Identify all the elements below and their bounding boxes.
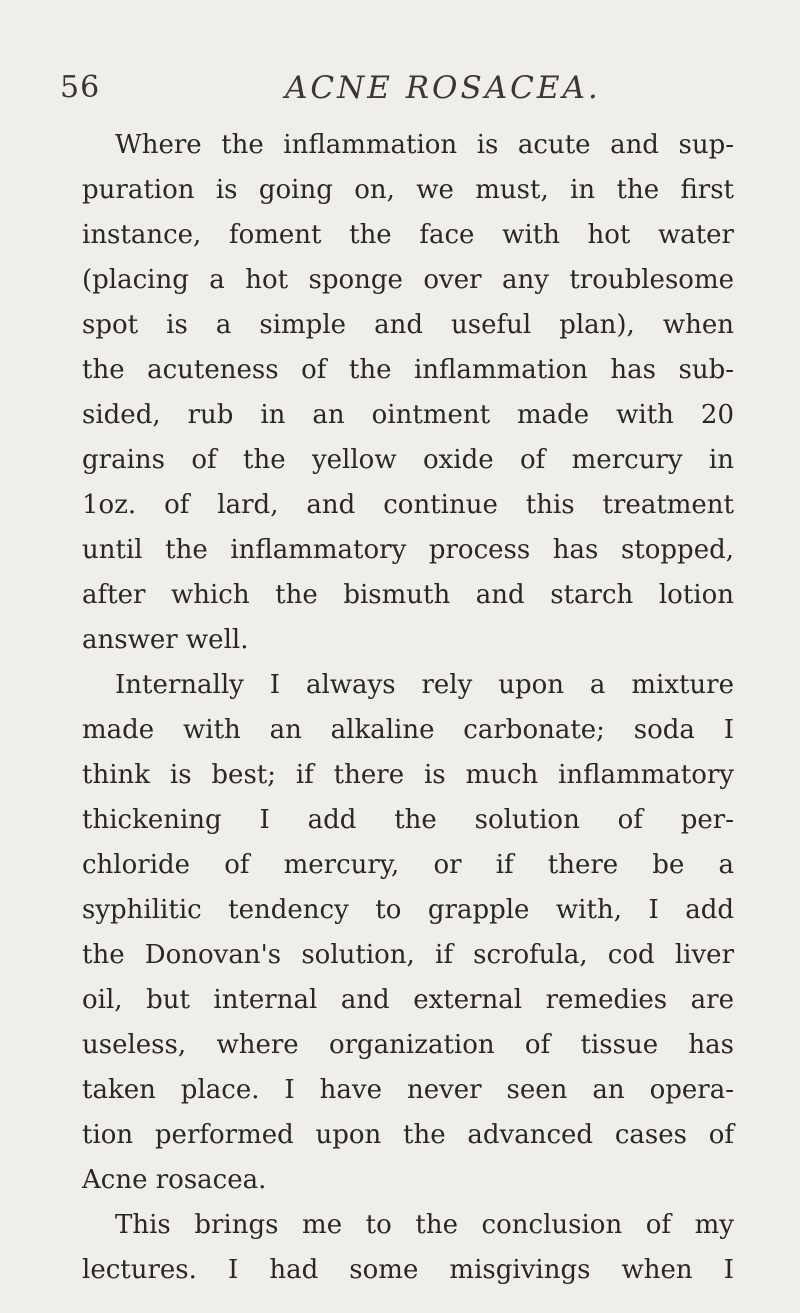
text-line: grains of the yellow oxide of mercury in <box>82 445 734 475</box>
text-line: taken place. I have never seen an opera- <box>82 1075 734 1105</box>
text-line: Where the inflammation is acute and sup- <box>115 130 734 160</box>
text-line: useless, where organization of tissue has <box>82 1030 734 1060</box>
text-line: puration is going on, we must, in the first <box>82 175 734 205</box>
text-line: (placing a hot sponge over any troublesome <box>82 265 734 295</box>
text-line: tion performed upon the advanced cases of <box>82 1120 734 1150</box>
text-line: the acuteness of the inflammation has sub- <box>82 355 734 385</box>
text-line: thickening I add the solution of per- <box>82 805 734 835</box>
text-line: This brings me to the conclusion of my <box>115 1210 734 1240</box>
text-line: sided, rub in an ointment made with 20 <box>82 400 734 430</box>
text-line: 1oz. of lard, and continue this treatment <box>82 490 734 520</box>
text-line: after which the bismuth and starch lotion <box>82 580 734 610</box>
text-line: think is best; if there is much inflammatory <box>82 760 734 790</box>
text-line: oil, but internal and external remedies are <box>82 985 734 1015</box>
text-line: Internally I always rely upon a mixture <box>115 670 734 700</box>
text-line: instance, foment the face with hot water <box>82 220 734 250</box>
text-line: Acne rosacea. <box>82 1165 267 1195</box>
text-line: answer well. <box>82 625 249 655</box>
running-head <box>60 70 740 110</box>
text-line: spot is a simple and useful plan), when <box>82 310 734 340</box>
text-line: lectures. I had some misgivings when I <box>82 1255 734 1285</box>
text-line: made with an alkaline carbonate; soda I <box>82 715 734 745</box>
text-line: syphilitic tendency to grapple with, I add <box>82 895 734 925</box>
running-title: ACNE ROSACEA. <box>285 70 601 106</box>
text-line: chloride of mercury, or if there be a <box>82 850 734 880</box>
body-text <box>82 123 734 1293</box>
text-line: until the inflammatory process has stopped, <box>82 535 734 565</box>
text-line: the Donovan's solution, if scrofula, cod liver <box>82 940 734 970</box>
page-number: 56 <box>60 70 101 105</box>
